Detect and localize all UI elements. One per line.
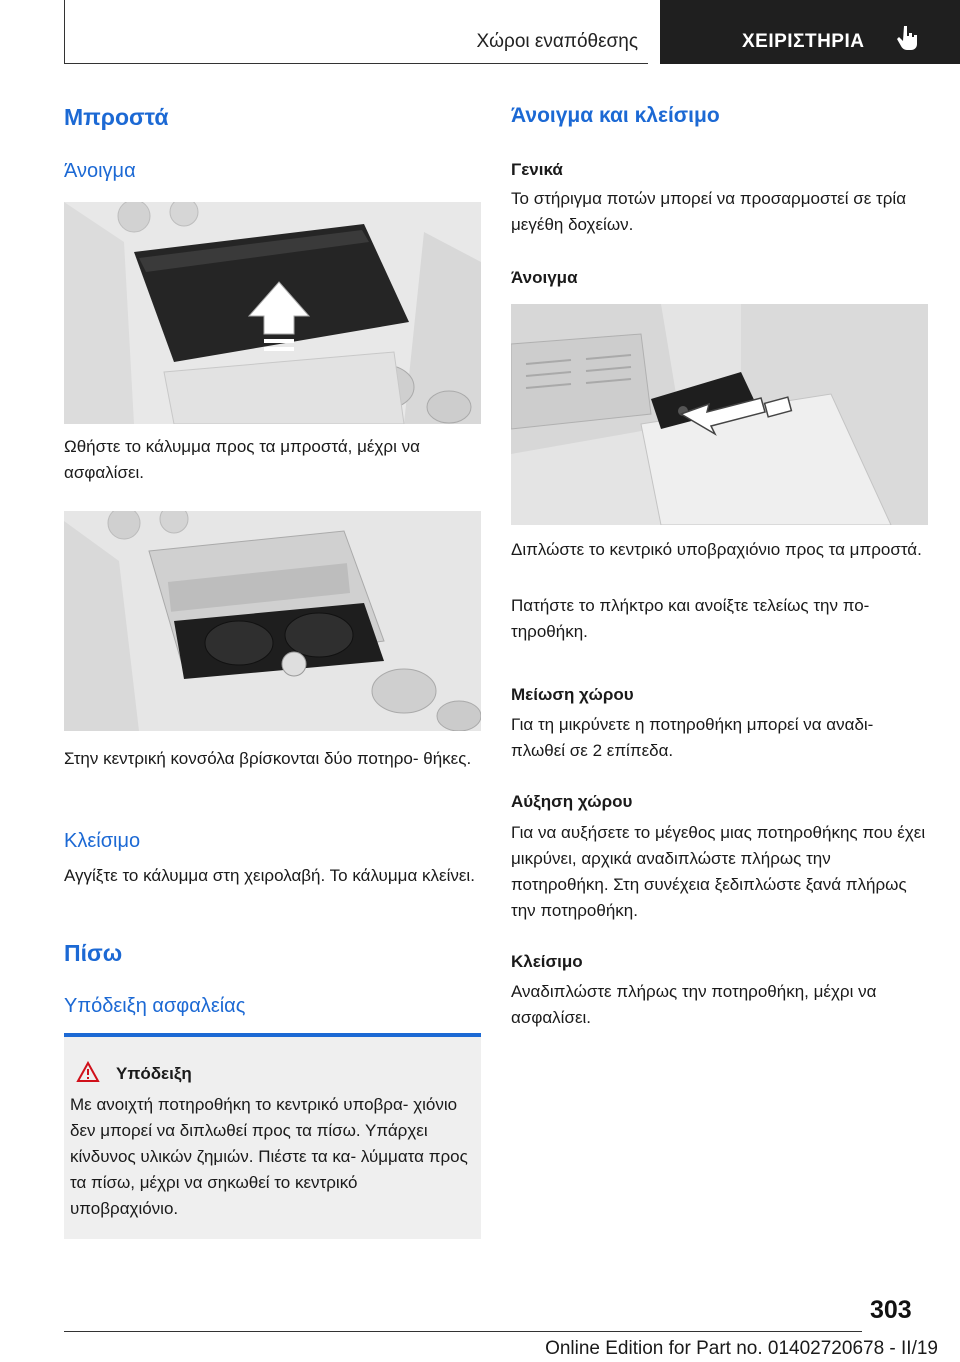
warning-triangle-icon (76, 1061, 100, 1083)
rear-armrest-photo (511, 304, 928, 525)
rear-opening-text-2: Πατήστε το πλήκτρο και ανοίξτε τελείως την πο- τηροθήκη. (511, 596, 870, 641)
rear-title: Πίσω (64, 940, 123, 966)
general-text: Το στήριγμα ποτών μπορεί να προσαρμοστεί σε τρία μεγέθη δοχείων. (511, 189, 907, 234)
hand-pointer-icon (896, 24, 920, 52)
caption-push-cover: Ωθήστε το κάλυμμα προς τα μπροστά, μέχρι να ασφαλίσει. (64, 437, 420, 482)
warning-label: Υπόδειξη (116, 1064, 192, 1083)
header-section-title: Χώροι εναπόθεσης (476, 31, 638, 52)
header-chapter-label: ΧΕΙΡΙΣΤΗΡΙΑ (742, 31, 865, 52)
rear-opening-text-1: Διπλώστε το κεντρικό υποβραχιόνιο προς τα μπροστά. (511, 540, 922, 559)
increase-heading: Αύξηση χώρου (511, 792, 633, 811)
console-cover-photo (64, 202, 481, 424)
rear-opening-heading: Άνοιγμα (511, 268, 578, 287)
right-title: Άνοιγμα και κλείσιμο (511, 104, 720, 127)
reduce-heading: Μείωση χώρου (511, 685, 634, 704)
warning-box (64, 1037, 481, 1239)
general-heading: Γενικά (511, 160, 563, 179)
front-closing-text: Αγγίξτε το κάλυμμα στη χειρολαβή. Το κάλυμμα κλείνει. (64, 866, 475, 885)
increase-text: Για να αυξήσετε το μέγεθος μιας ποτηροθήκης που έχει μικρύνει, αρχικά αναδιπλώστε πλήρως την ποτηροθήκη. Στη συνέχεια ξεδιπλώστε ξανά πλήρως την ποτηροθήκη. (511, 823, 926, 920)
footer-rule (64, 1331, 862, 1332)
reduce-text: Για τη μικρύνετε η ποτηροθήκη μπορεί να αναδι- πλωθεί σε 2 επίπεδα. (511, 715, 874, 760)
warning-text: Με ανοιχτή ποτηροθήκη το κεντρικό υποβρα- χιόνιο δεν μπορεί να διπλωθεί προς τα πίσω. Υπάρχει κίνδυνος υλικών ζημιών. Πιέστε τα κα- λύμματα προς τα πίσω, μέχρι να σηκωθεί το κεντρικό υποβραχιόνιο. (70, 1095, 468, 1218)
front-title: Μπροστά (64, 104, 169, 130)
front-closing-heading: Κλείσιμο (64, 830, 141, 852)
caption-two-cupholders: Στην κεντρική κονσόλα βρίσκονται δύο ποτηρο- θήκες. (64, 749, 472, 768)
cupholders-photo (64, 511, 481, 731)
safety-heading: Υπόδειξη ασφαλείας (64, 995, 246, 1017)
header-chapter-tab[interactable] (660, 0, 960, 64)
front-opening-heading: Άνοιγμα (64, 160, 136, 182)
page-number: 303 (870, 1296, 912, 1324)
close-heading: Κλείσιμο (511, 952, 583, 971)
close-text: Αναδιπλώστε πλήρως την ποτηροθήκη, μέχρι να ασφαλίσει. (511, 982, 877, 1027)
footer-edition[interactable]: Online Edition for Part no. 01402720678 - II/19 (545, 1338, 938, 1359)
